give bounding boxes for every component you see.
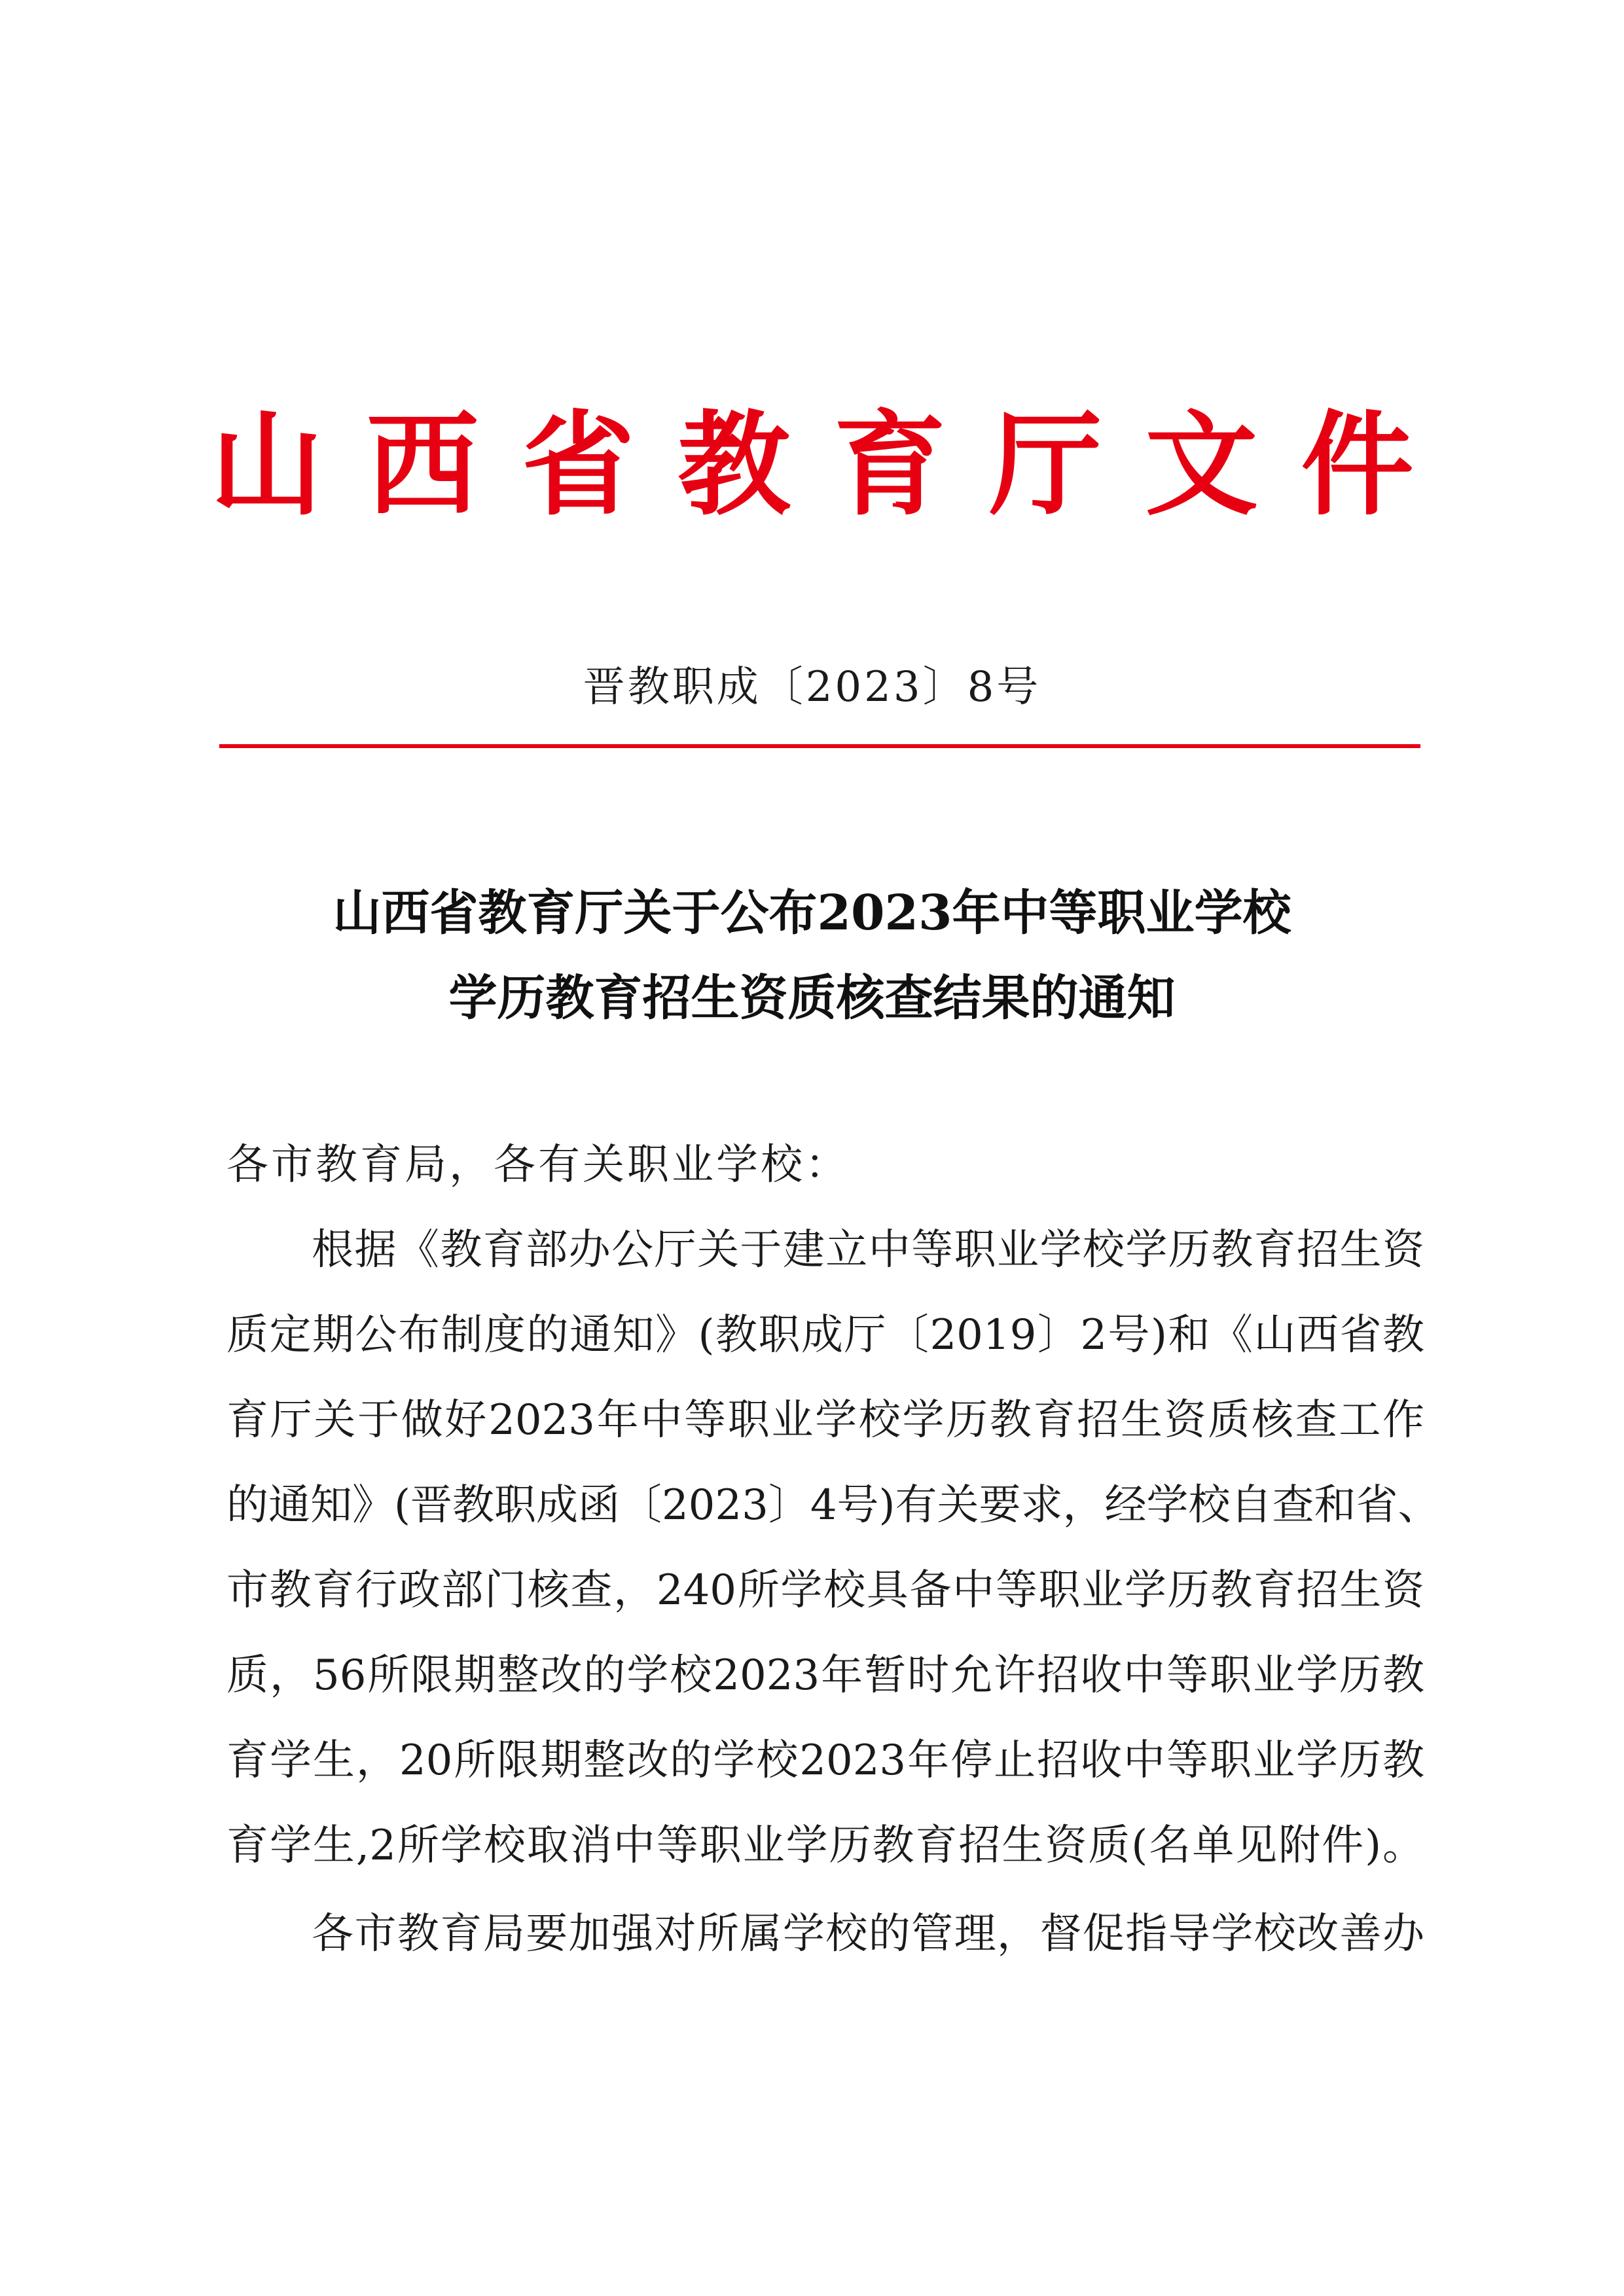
red-divider-rule [219, 744, 1420, 748]
paragraph-line: 育学生,2所学校取消中等职业学历教育招生资质(名单见附件)。 [226, 1821, 1424, 1870]
document-number: 晋教职成〔2023〕8号 [583, 663, 1041, 711]
document-title-line-1: 山西省教育厅关于公布2023年中等职业学校 [333, 885, 1291, 941]
paragraph-line: 根据《教育部办公厅关于建立中等职业学校学历教育招生资 [312, 1226, 1424, 1274]
salutation: 各市教育局，各有关职业学校： [226, 1141, 850, 1189]
paragraph-line: 育学生，20所限期整改的学校2023年停止招收中等职业学历教 [226, 1736, 1424, 1785]
masthead: 山西省教育厅文件 [210, 398, 1457, 531]
paragraph-line: 质定期公布制度的通知》(教职成厅〔2019〕2号)和《山西省教 [226, 1311, 1424, 1359]
paragraph-line: 市教育行政部门核查，240所学校具备中等职业学历教育招生资 [226, 1566, 1424, 1615]
paragraph-line: 育厅关于做好2023年中等职业学校学历教育招生资质核查工作 [226, 1396, 1424, 1444]
paragraph-line: 的通知》(晋教职成函〔2023〕4号)有关要求，经学校自查和省、 [226, 1481, 1440, 1530]
document-title-line-2: 学历教育招生资质核查结果的通知 [448, 970, 1176, 1026]
paragraph-line: 质，56所限期整改的学校2023年暂时允许招收中等职业学历教 [226, 1651, 1424, 1700]
paragraph-line: 各市教育局要加强对所属学校的管理，督促指导学校改善办 [312, 1910, 1424, 1958]
